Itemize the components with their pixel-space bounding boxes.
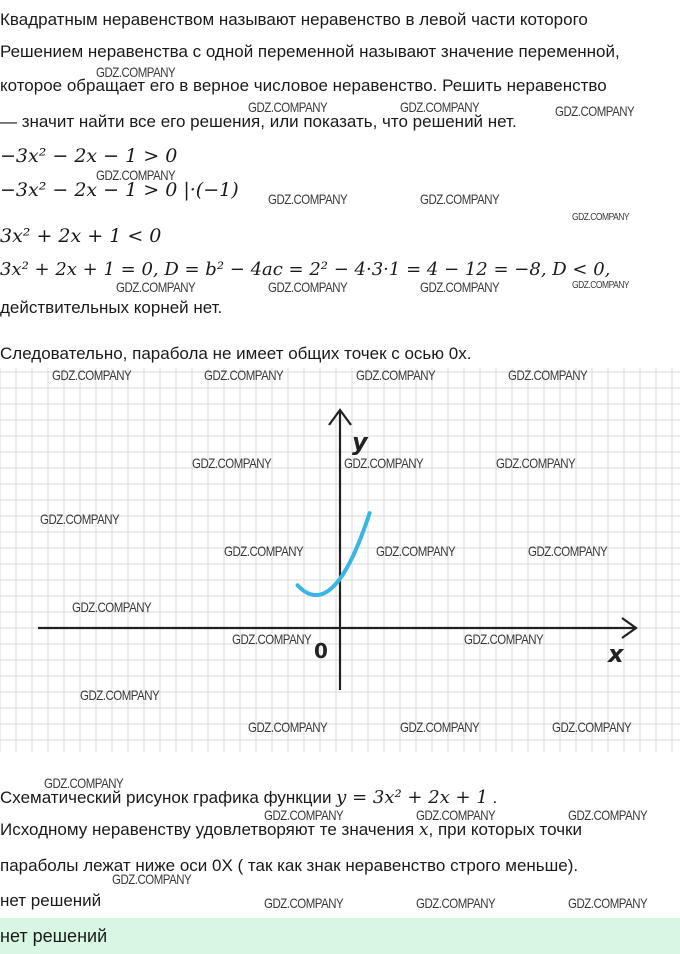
- watermark: GDZ.COMPANY: [464, 631, 544, 647]
- watermark: GDZ.COMPANY: [555, 103, 635, 119]
- text-line-1: Квадратным неравенством называют неравенство в левой части которого: [0, 10, 588, 29]
- y-axis-label: y: [352, 428, 368, 456]
- watermark: GDZ.COMPANY: [44, 775, 124, 791]
- equation-1: −3x² − 2x − 1 > 0: [0, 145, 178, 167]
- text-line-6: Следовательно, парабола не имеет общих точек с осью 0x.: [0, 344, 472, 363]
- watermark: GDZ.COMPANY: [248, 719, 328, 735]
- watermark: GDZ.COMPANY: [528, 543, 608, 559]
- watermark: GDZ.COMPANY: [264, 895, 344, 911]
- equation-2: −3x² − 2x − 1 > 0 |·(−1): [0, 179, 239, 201]
- answer-box: [0, 918, 680, 954]
- watermark: GDZ.COMPANY: [224, 543, 304, 559]
- watermark: GDZ.COMPANY: [400, 99, 480, 115]
- watermark: GDZ.COMPANY: [72, 599, 152, 615]
- parabola-curve: [298, 513, 370, 595]
- watermark: GDZ.COMPANY: [344, 455, 424, 471]
- watermark: GDZ.COMPANY: [416, 895, 496, 911]
- watermark: GDZ.COMPANY: [508, 367, 588, 383]
- caption-text: Схематический рисунок графика функции: [0, 788, 337, 807]
- watermark: GDZ.COMPANY: [496, 455, 576, 471]
- watermark: GDZ.COMPANY: [112, 871, 192, 887]
- watermark: GDZ.COMPANY: [52, 367, 132, 383]
- watermark: GDZ.COMPANY: [264, 807, 344, 823]
- watermark: GDZ.COMPANY: [420, 191, 500, 207]
- watermark: GDZ.COMPANY: [376, 543, 456, 559]
- text-line-7: [0, 820, 582, 840]
- watermark: GDZ.COMPANY: [420, 279, 500, 295]
- watermark: GDZ.COMPANY: [96, 167, 176, 183]
- watermark: GDZ.COMPANY: [268, 191, 348, 207]
- watermark: GDZ.COMPANY: [568, 807, 648, 823]
- watermark: GDZ.COMPANY: [572, 212, 630, 223]
- watermark: GDZ.COMPANY: [400, 719, 480, 735]
- text-line-8: параболы лежат ниже оси 0X ( так как знак неравенство строго меньше).: [0, 856, 579, 875]
- function-formula: y = 3x² + 2x + 1: [336, 787, 488, 808]
- watermark: GDZ.COMPANY: [40, 511, 120, 527]
- watermark: GDZ.COMPANY: [116, 279, 196, 295]
- watermark: GDZ.COMPANY: [568, 895, 648, 911]
- equation-3: 3x² + 2x + 1 < 0: [0, 225, 162, 247]
- line7-text-end: , при которых точки: [428, 820, 582, 839]
- answer-text: нет решений: [0, 926, 108, 946]
- watermark: GDZ.COMPANY: [80, 687, 160, 703]
- variable-x: x: [418, 820, 429, 840]
- watermark: GDZ.COMPANY: [96, 64, 176, 80]
- text-line-9: нет решений: [0, 891, 102, 910]
- watermark: GDZ.COMPANY: [192, 455, 272, 471]
- watermark: GDZ.COMPANY: [572, 280, 630, 291]
- watermark: GDZ.COMPANY: [248, 99, 328, 115]
- text-line-2: Решением неравенства с одной переменной называют значение переменной,: [0, 42, 620, 61]
- equation-4: 3x² + 2x + 1 = 0, D = b² − 4ac = 2² − 4·3·1 = 4 − 12 = −8, D < 0,: [0, 259, 611, 280]
- caption-end: .: [487, 788, 498, 807]
- watermark: GDZ.COMPANY: [356, 367, 436, 383]
- watermark: GDZ.COMPANY: [268, 279, 348, 295]
- watermark: GDZ.COMPANY: [232, 631, 312, 647]
- x-axis-label: x: [608, 640, 624, 668]
- line7-text: Исходному неравенству удовлетворяют те значения: [0, 820, 419, 839]
- watermark: GDZ.COMPANY: [552, 719, 632, 735]
- watermark: GDZ.COMPANY: [204, 367, 284, 383]
- watermark: GDZ.COMPANY: [416, 807, 496, 823]
- origin-label: 0: [314, 639, 328, 663]
- text-line-3: которое обращает его в верное числовое неравенство. Решить неравенство: [0, 76, 607, 95]
- text-line-4: — значит найти все его решения, или показать, что решений нет.: [0, 112, 517, 131]
- text-line-5: действительных корней нет.: [0, 298, 223, 317]
